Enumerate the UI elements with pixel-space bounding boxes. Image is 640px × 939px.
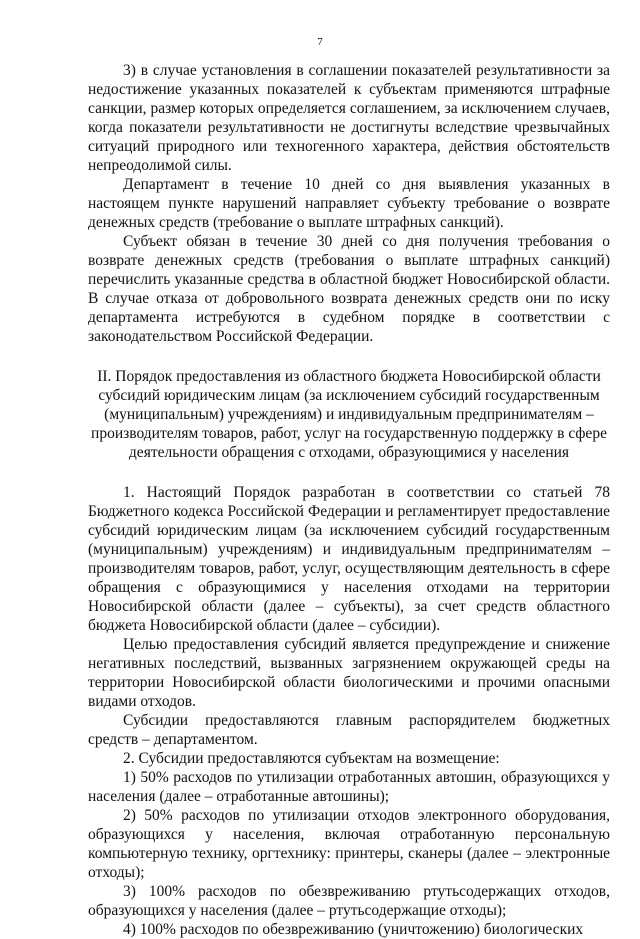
paragraph-department-requirement: Департамент в течение 10 дней со дня выявления указанных в настоящем пункте нарушений направляет субъекту требование о возврате денежных средств (требование о выплате штрафных санкций). bbox=[88, 176, 610, 231]
list-item-mercury-waste: 3) 100% расходов по обезвреживанию ртутьсодержащих отходов, образующихся у населения (далее – ртутьсодержащие отходы); bbox=[88, 883, 610, 919]
document-body bbox=[88, 61, 610, 939]
list-item-electronic-waste: 2) 50% расходов по утилизации отходов электронного оборудования, образующихся у населения, включая отработанную персональную компьютерную технику, оргтехнику: принтеры, сканеры (далее – электронные отходы); bbox=[88, 807, 610, 881]
paragraph-subsidy-distributor: Субсидии предоставляются главным распорядителем бюджетных средств – департаментом. bbox=[88, 712, 610, 748]
list-item-biological-waste: 4) 100% расходов по обезвреживанию (уничтожению) биологических bbox=[123, 921, 584, 938]
page-number: 7 bbox=[317, 36, 323, 48]
list-item-tires: 1) 50% расходов по утилизации отработанных автошин, образующихся у населения (далее – отработанные автошины); bbox=[88, 769, 610, 805]
paragraph-subsidy-purpose: Целью предоставления субсидий является предупреждение и снижение негативных последствий, вызванных загрязнением окружающей среды на территории Новосибирской области биологическими и прочими опасными видами отходов. bbox=[88, 636, 610, 710]
paragraph-penalty-clause: 3) в случае установления в соглашении показателей результативности за недостижение указанных показателей к субъектам применяются штрафные санкции, размер которых определяется соглашением, за исключением случаев, когда показатели результативности не достигнуты вследствие чрезвычайных ситуаций природного или техногенного характера, действия обстоятельств непреодолимой силы. bbox=[88, 62, 610, 174]
section-heading: II. Порядок предоставления из областного бюджета Новосибирской области субсидий юридическим лицам (за исключением субсидий государственным (муниципальным) учреждениям) и индивидуальным предпринимателям – производителям товаров, работ, услуг на государственную поддержку в сфере деятельности обращения с отходами, образующимися у населения bbox=[91, 368, 607, 461]
paragraph-refund-obligation: Субъект обязан в течение 30 дней со дня получения требования о возврате денежных средств (требования о выплате штрафных санкций) перечислить указанные средства в областной бюджет Новосибирской области. В случае отказа от добровольного возврата денежных средств они по иску департамента истребуются в судебном порядке в соответствии с законодательством Российской Федерации. bbox=[88, 233, 610, 345]
paragraph-reimbursement-intro: 2. Субсидии предоставляются субъектам на возмещение: bbox=[123, 750, 500, 767]
paragraph-procedure-basis: 1. Настоящий Порядок разработан в соответствии со статьей 78 Бюджетного кодекса Российской Федерации и регламентирует предоставление субсидий юридическим лицам (за исключением субсидий государственным (муниципальным) учреждениям) и индивидуальным предпринимателям – производителям товаров, работ, услуг, осуществляющим деятельность в сфере обращения с образующимися у населения отходами на территории Новосибирской области (далее – субъекты), за счет средств областного бюджета Новосибирской области (далее – субсидии). bbox=[88, 484, 610, 634]
